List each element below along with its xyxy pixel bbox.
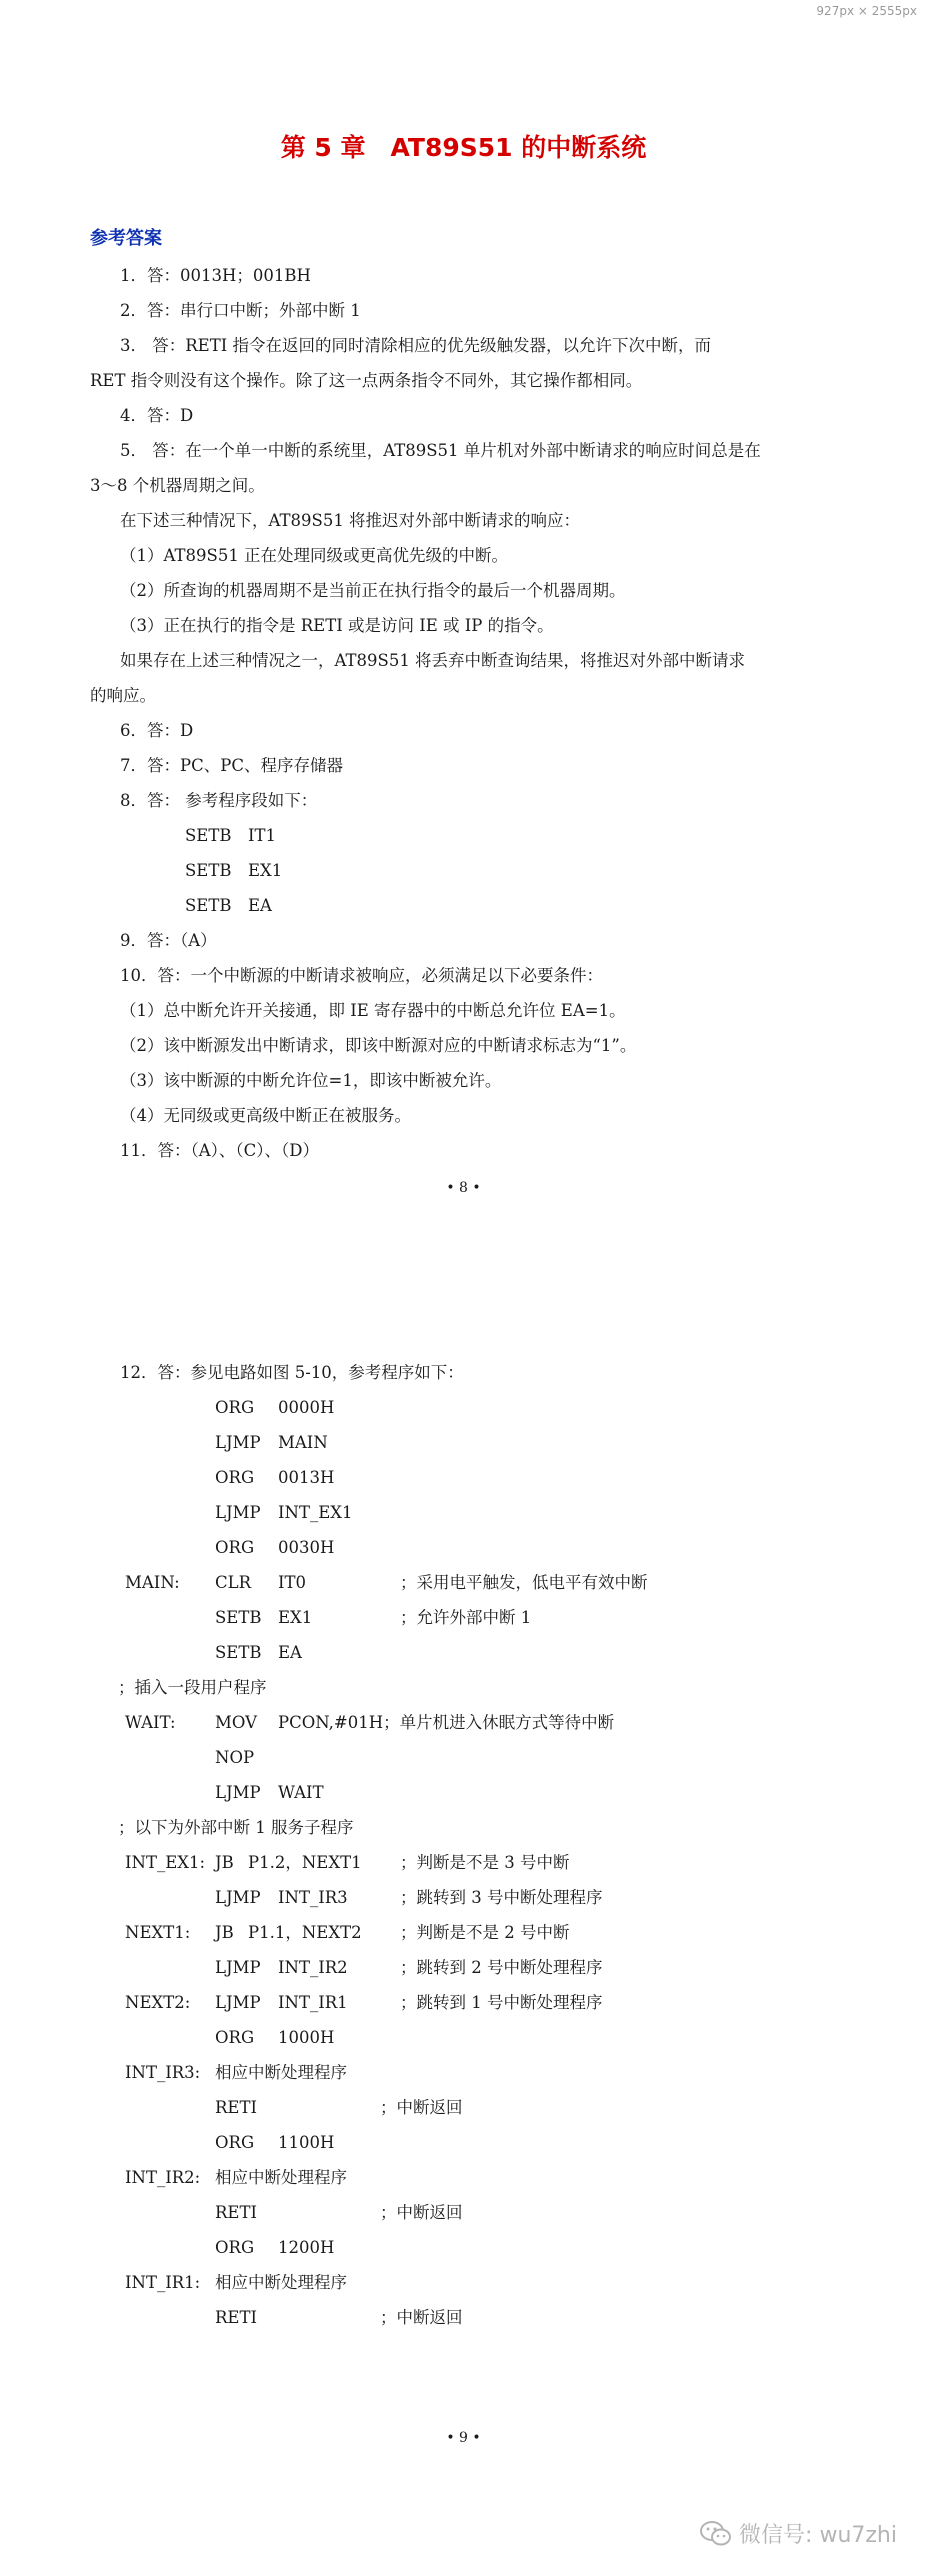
code-arg: EA (278, 1643, 302, 1662)
code-op: LJMP (215, 1783, 261, 1802)
answer-2: 2．答：串行口中断；外部中断 1 (120, 301, 361, 320)
code-arg: 0013H (278, 1468, 335, 1487)
code-label: INT_IR3: (125, 2063, 201, 2082)
code-op: CLR (215, 1573, 252, 1592)
code-text: 相应中断处理程序 (215, 2063, 347, 2082)
answer-9: 9．答：（A） (120, 931, 217, 950)
code-arg: 1100H (278, 2133, 335, 2152)
code-op: SETB (215, 1643, 262, 1662)
code-comment: ；采用电平触发，低电平有效中断 (400, 1573, 648, 1592)
code-label: INT_IR2: (125, 2168, 201, 2187)
watermark-text: 微信号: wu7zhi (739, 2523, 897, 2548)
answer-8: 8．答： 参考程序段如下： (120, 791, 318, 810)
code-op: NOP (215, 1748, 255, 1767)
answer-10-condition-2: （2）该中断源发出中断请求，即该中断源对应的中断请求标志为“1”。 (120, 1036, 637, 1055)
answer-11: 11．答：（A）、（C）、（D） (120, 1141, 320, 1160)
code-label: INT_EX1: (125, 1853, 206, 1872)
code-op: ORG (215, 2133, 255, 2152)
code-comment: ；跳转到 1 号中断处理程序 (400, 1993, 603, 2012)
code-comment: ；跳转到 2 号中断处理程序 (400, 1958, 603, 1977)
answer-3-line-2: RET 指令则没有这个操作。除了这一点两条指令不同外，其它操作都相同。 (90, 371, 643, 390)
code-comment: ；中断返回 (380, 2308, 463, 2327)
q8-code-arg: EX1 (248, 861, 283, 880)
answer-3-line-1: 3． 答：RETI 指令在返回的同时清除相应的优先级触发器，以允许下次中断，而 (120, 336, 711, 355)
code-arg: INT_IR2 (278, 1958, 348, 1977)
code-arg: EX1 (278, 1608, 313, 1627)
answer-1: 1．答：0013H；001BH (120, 266, 311, 285)
answer-5-paragraph-2: 在下述三种情况下，AT89S51 将推迟对外部中断请求的响应： (120, 511, 581, 530)
answer-5-paragraph-3-line-2: 的响应。 (90, 686, 156, 705)
code-op: RETI (215, 2203, 257, 2222)
code-op: LJMP (215, 1503, 261, 1522)
code-arg: 0030H (278, 1538, 335, 1557)
dimension-label: 927px × 2555px (816, 4, 917, 18)
code-op: LJMP (215, 1888, 261, 1907)
code-op: JB (215, 1923, 234, 1942)
answer-4: 4．答：D (120, 406, 194, 425)
code-comment: ；跳转到 3 号中断处理程序 (400, 1888, 603, 1907)
q8-code-op: SETB (185, 826, 232, 845)
code-arg: P1.2，NEXT1 (248, 1853, 362, 1872)
code-op: ORG (215, 2238, 255, 2257)
answer-10-condition-4: （4）无同级或更高级中断正在被服务。 (120, 1106, 411, 1125)
answer-5-line-1: 5． 答：在一个单一中断的系统里，AT89S51 单片机对外部中断请求的响应时间总是在 (120, 441, 761, 460)
answer-7: 7．答：PC、PC、程序存储器 (120, 756, 343, 775)
code-text: 相应中断处理程序 (215, 2168, 347, 2187)
answer-5-line-2: 3～8 个机器周期之间。 (90, 476, 265, 495)
code-op: LJMP (215, 1433, 261, 1452)
code-arg: INT_IR1 (278, 1993, 348, 2012)
code-op: RETI (215, 2308, 257, 2327)
page-number: • 9 • (446, 2430, 481, 2446)
answer-5-paragraph-3-line-1: 如果存在上述三种情况之一，AT89S51 将丢弃中断查询结果，将推迟对外部中断请求 (120, 651, 746, 670)
code-comment: ；插入一段用户程序 (118, 1678, 267, 1697)
code-op: ORG (215, 1538, 255, 1557)
code-arg: P1.1，NEXT2 (248, 1923, 362, 1942)
code-op: RETI (215, 2098, 257, 2117)
code-comment: ；以下为外部中断 1 服务子程序 (118, 1818, 354, 1837)
code-comment: ；允许外部中断 1 (400, 1608, 532, 1627)
code-label: MAIN: (125, 1573, 180, 1592)
code-comment: ；中断返回 (380, 2203, 463, 2222)
watermark (699, 2518, 897, 2549)
code-arg: 1000H (278, 2028, 335, 2047)
answer-6: 6．答：D (120, 721, 194, 740)
answer-10-condition-1: （1）总中断允许开关接通，即 IE 寄存器中的中断总允许位 EA=1。 (120, 1001, 626, 1020)
code-comment: ；判断是不是 3 号中断 (400, 1853, 570, 1872)
code-label: WAIT: (125, 1713, 176, 1732)
code-comment: ；中断返回 (380, 2098, 463, 2117)
code-op: LJMP (215, 1958, 261, 1977)
code-label: INT_IR1: (125, 2273, 201, 2292)
code-op: JB (215, 1853, 234, 1872)
code-op: LJMP (215, 1993, 261, 2012)
q8-code-op: SETB (185, 896, 232, 915)
code-arg: PCON,#01H；单片机进入休眠方式等待中断 (278, 1713, 615, 1732)
answer-10-condition-3: （3）该中断源的中断允许位=1，即该中断被允许。 (120, 1071, 502, 1090)
wechat-icon (699, 2520, 733, 2548)
code-arg: IT0 (278, 1573, 307, 1592)
code-op: MOV (215, 1713, 258, 1732)
code-op: ORG (215, 2028, 255, 2047)
q8-code-arg: IT1 (248, 826, 277, 845)
section-heading: 参考答案 (90, 228, 162, 249)
answer-5-case-1: （1）AT89S51 正在处理同级或更高优先级的中断。 (120, 546, 509, 565)
code-arg: 1200H (278, 2238, 335, 2257)
q8-code-op: SETB (185, 861, 232, 880)
code-label: NEXT2: (125, 1993, 191, 2012)
answer-5-case-2: （2）所查询的机器周期不是当前正在执行指令的最后一个机器周期。 (120, 581, 626, 600)
code-arg: 0000H (278, 1398, 335, 1417)
code-text: 相应中断处理程序 (215, 2273, 347, 2292)
answer-10: 10．答：一个中断源的中断请求被响应，必须满足以下必要条件： (120, 966, 603, 985)
code-arg: INT_IR3 (278, 1888, 348, 1907)
code-op: ORG (215, 1398, 255, 1417)
chapter-title: 第 5 章 AT89S51 的中断系统 (280, 133, 647, 162)
code-arg: MAIN (278, 1433, 328, 1452)
page-number: • 8 • (446, 1180, 481, 1196)
code-label: NEXT1: (125, 1923, 191, 1942)
q8-code-arg: EA (248, 896, 272, 915)
code-op: SETB (215, 1608, 262, 1627)
answer-5-case-3: （3）正在执行的指令是 RETI 或是访问 IE 或 IP 的指令。 (120, 616, 554, 635)
code-arg: WAIT (278, 1783, 324, 1802)
code-op: ORG (215, 1468, 255, 1487)
answer-12: 12．答：参见电路如图 5-10，参考程序如下： (120, 1363, 464, 1382)
code-arg: INT_EX1 (278, 1503, 353, 1522)
code-comment: ；判断是不是 2 号中断 (400, 1923, 570, 1942)
